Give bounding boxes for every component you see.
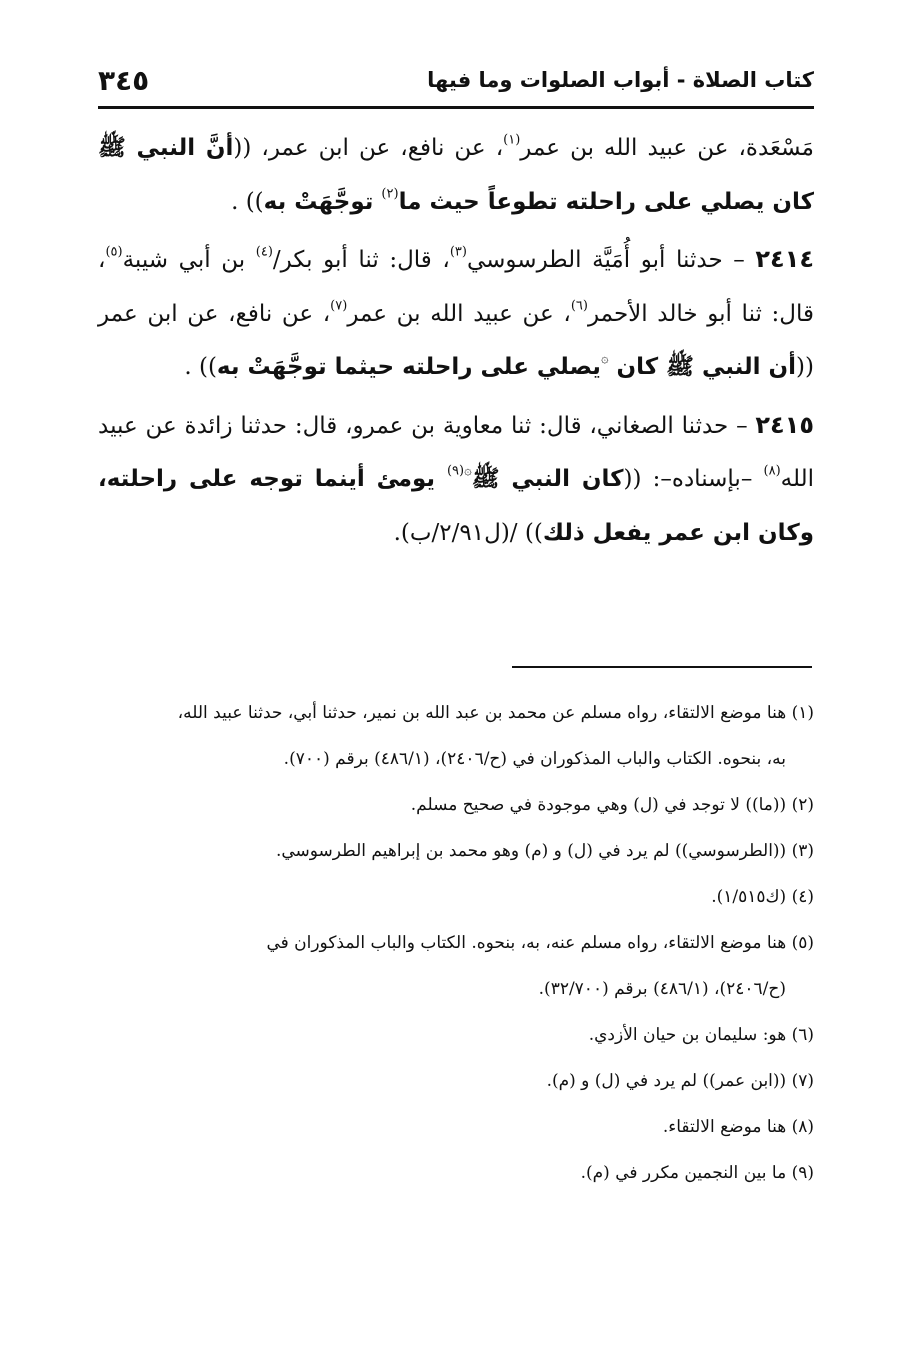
footnote-2: (٢) ((ما)) لا توجد في (ل) وهي موجودة في صحيح مسلم. bbox=[410, 795, 814, 815]
text-run: ، عن نافع، عن ابن عمر، (( bbox=[233, 135, 504, 161]
text-run: ، قال: ثنا أبو بكر/ bbox=[272, 247, 450, 273]
text-run: )) . bbox=[231, 188, 264, 215]
hadith-number: ٢٤١٤ bbox=[755, 245, 814, 273]
footnote-5: (٥) هنا موضع الالتقاء، رواه مسلم عنه، به، بنحوه. الكتاب والباب المذكوران في bbox=[266, 933, 814, 953]
footnote-ref: (٩) bbox=[446, 463, 465, 479]
text-run: ، قال: ثنا أبو خالد الأحمر bbox=[98, 247, 815, 327]
footnote-ref: (٧) bbox=[330, 297, 348, 313]
text-run: ، عن عبيد الله بن عمر bbox=[347, 300, 571, 327]
footnote-3: (٣) ((الطرسوسي)) لم يرد في (ل) و (م) وهو محمد بن إبراهيم الطرسوسي. bbox=[275, 841, 814, 861]
hadith-text: كان النبي ﷺ bbox=[471, 466, 624, 492]
hadith-text: توجَّهَتْ به bbox=[263, 188, 382, 215]
text-run: مَسْعَدة، عن عبيد الله بن عمر bbox=[520, 135, 814, 161]
footnote-ref: (٥) bbox=[105, 244, 123, 260]
hadith-text: أنَّ النبي ﷺ كان يصلي على راحلته تطوعاً حيث ما bbox=[98, 135, 814, 215]
footnote-8: (٨) هنا موضع الالتقاء. bbox=[662, 1117, 814, 1137]
footnote-1: (١) هنا موضع الالتقاء، رواه مسلم عن محمد بن عبد الله بن نمير، حدثنا أبي، حدثنا عبيد الله، bbox=[177, 703, 814, 723]
star-marker-icon: ۞ bbox=[600, 351, 609, 367]
footnote-6: (٦) هو: سليمان بن حيان الأزدي. bbox=[588, 1025, 814, 1045]
page-number: ٣٤٥ bbox=[98, 64, 150, 97]
text-run: – حدثنا الصغاني، قال: ثنا معاوية بن عمرو، قال: حدثنا زائدة عن عبيد الله bbox=[98, 412, 814, 492]
footnote-ref: (١) bbox=[503, 132, 521, 148]
text-run: – حدثنا أبو أُمَيَّة الطرسوسي bbox=[466, 247, 756, 273]
main-text bbox=[98, 122, 814, 560]
star-marker-icon: ۞ bbox=[464, 463, 472, 479]
footnote-4: (٤) (ك١/٥١٥). bbox=[711, 887, 814, 907]
hadith-text: يصلي على راحلته حيثما توجَّهَتْ به bbox=[216, 354, 601, 380]
text-run: بن أبي شيبة bbox=[122, 247, 256, 273]
page-header bbox=[98, 64, 814, 104]
hadith-2414 bbox=[98, 233, 814, 395]
footnote-1-continuation: به، بنحوه. الكتاب والباب المذكوران في (ح/٢٤٠٦)، (٤٨٦/١) برقم (٧٠٠). bbox=[283, 749, 786, 769]
text-run: ، عن نافع، عن ابن عمر (( bbox=[98, 300, 814, 380]
footnote-9: (٩) ما بين النجمين مكرر في (م). bbox=[580, 1163, 814, 1183]
text-run: –بإسناده–: (( bbox=[623, 466, 764, 492]
footnote-ref: (٤) bbox=[255, 244, 273, 260]
text-run: )) /(ل٢/٩١/ب). bbox=[393, 519, 543, 546]
paragraph-continuation bbox=[98, 122, 814, 229]
footnotes bbox=[96, 690, 814, 1196]
hadith-2415 bbox=[98, 399, 814, 561]
footnote-ref: (٦) bbox=[570, 297, 588, 313]
running-title: كتاب الصلاة - أبواب الصلوات وما فيها bbox=[427, 68, 814, 92]
header-rule bbox=[98, 106, 814, 109]
hadith-text: أن النبي ﷺ كان bbox=[608, 354, 797, 380]
footnote-ref: (٣) bbox=[449, 244, 467, 260]
footnote-separator bbox=[512, 666, 812, 668]
footnote-7: (٧) ((ابن عمر)) لم يرد في (ل) و (م). bbox=[546, 1071, 814, 1091]
footnote-ref: (٨) bbox=[763, 463, 781, 479]
footnote-ref: (٢) bbox=[381, 185, 399, 201]
hadith-number: ٢٤١٥ bbox=[755, 410, 814, 439]
text-run: )) . bbox=[184, 354, 217, 380]
footnote-5-continuation: (ح/٢٤٠٦)، (٤٨٦/١) برقم (٣٢/٧٠٠). bbox=[538, 979, 786, 999]
hadith-text: يومئ أينما توجه على راحلته، وكان ابن عمر يفعل ذلك bbox=[98, 466, 814, 546]
